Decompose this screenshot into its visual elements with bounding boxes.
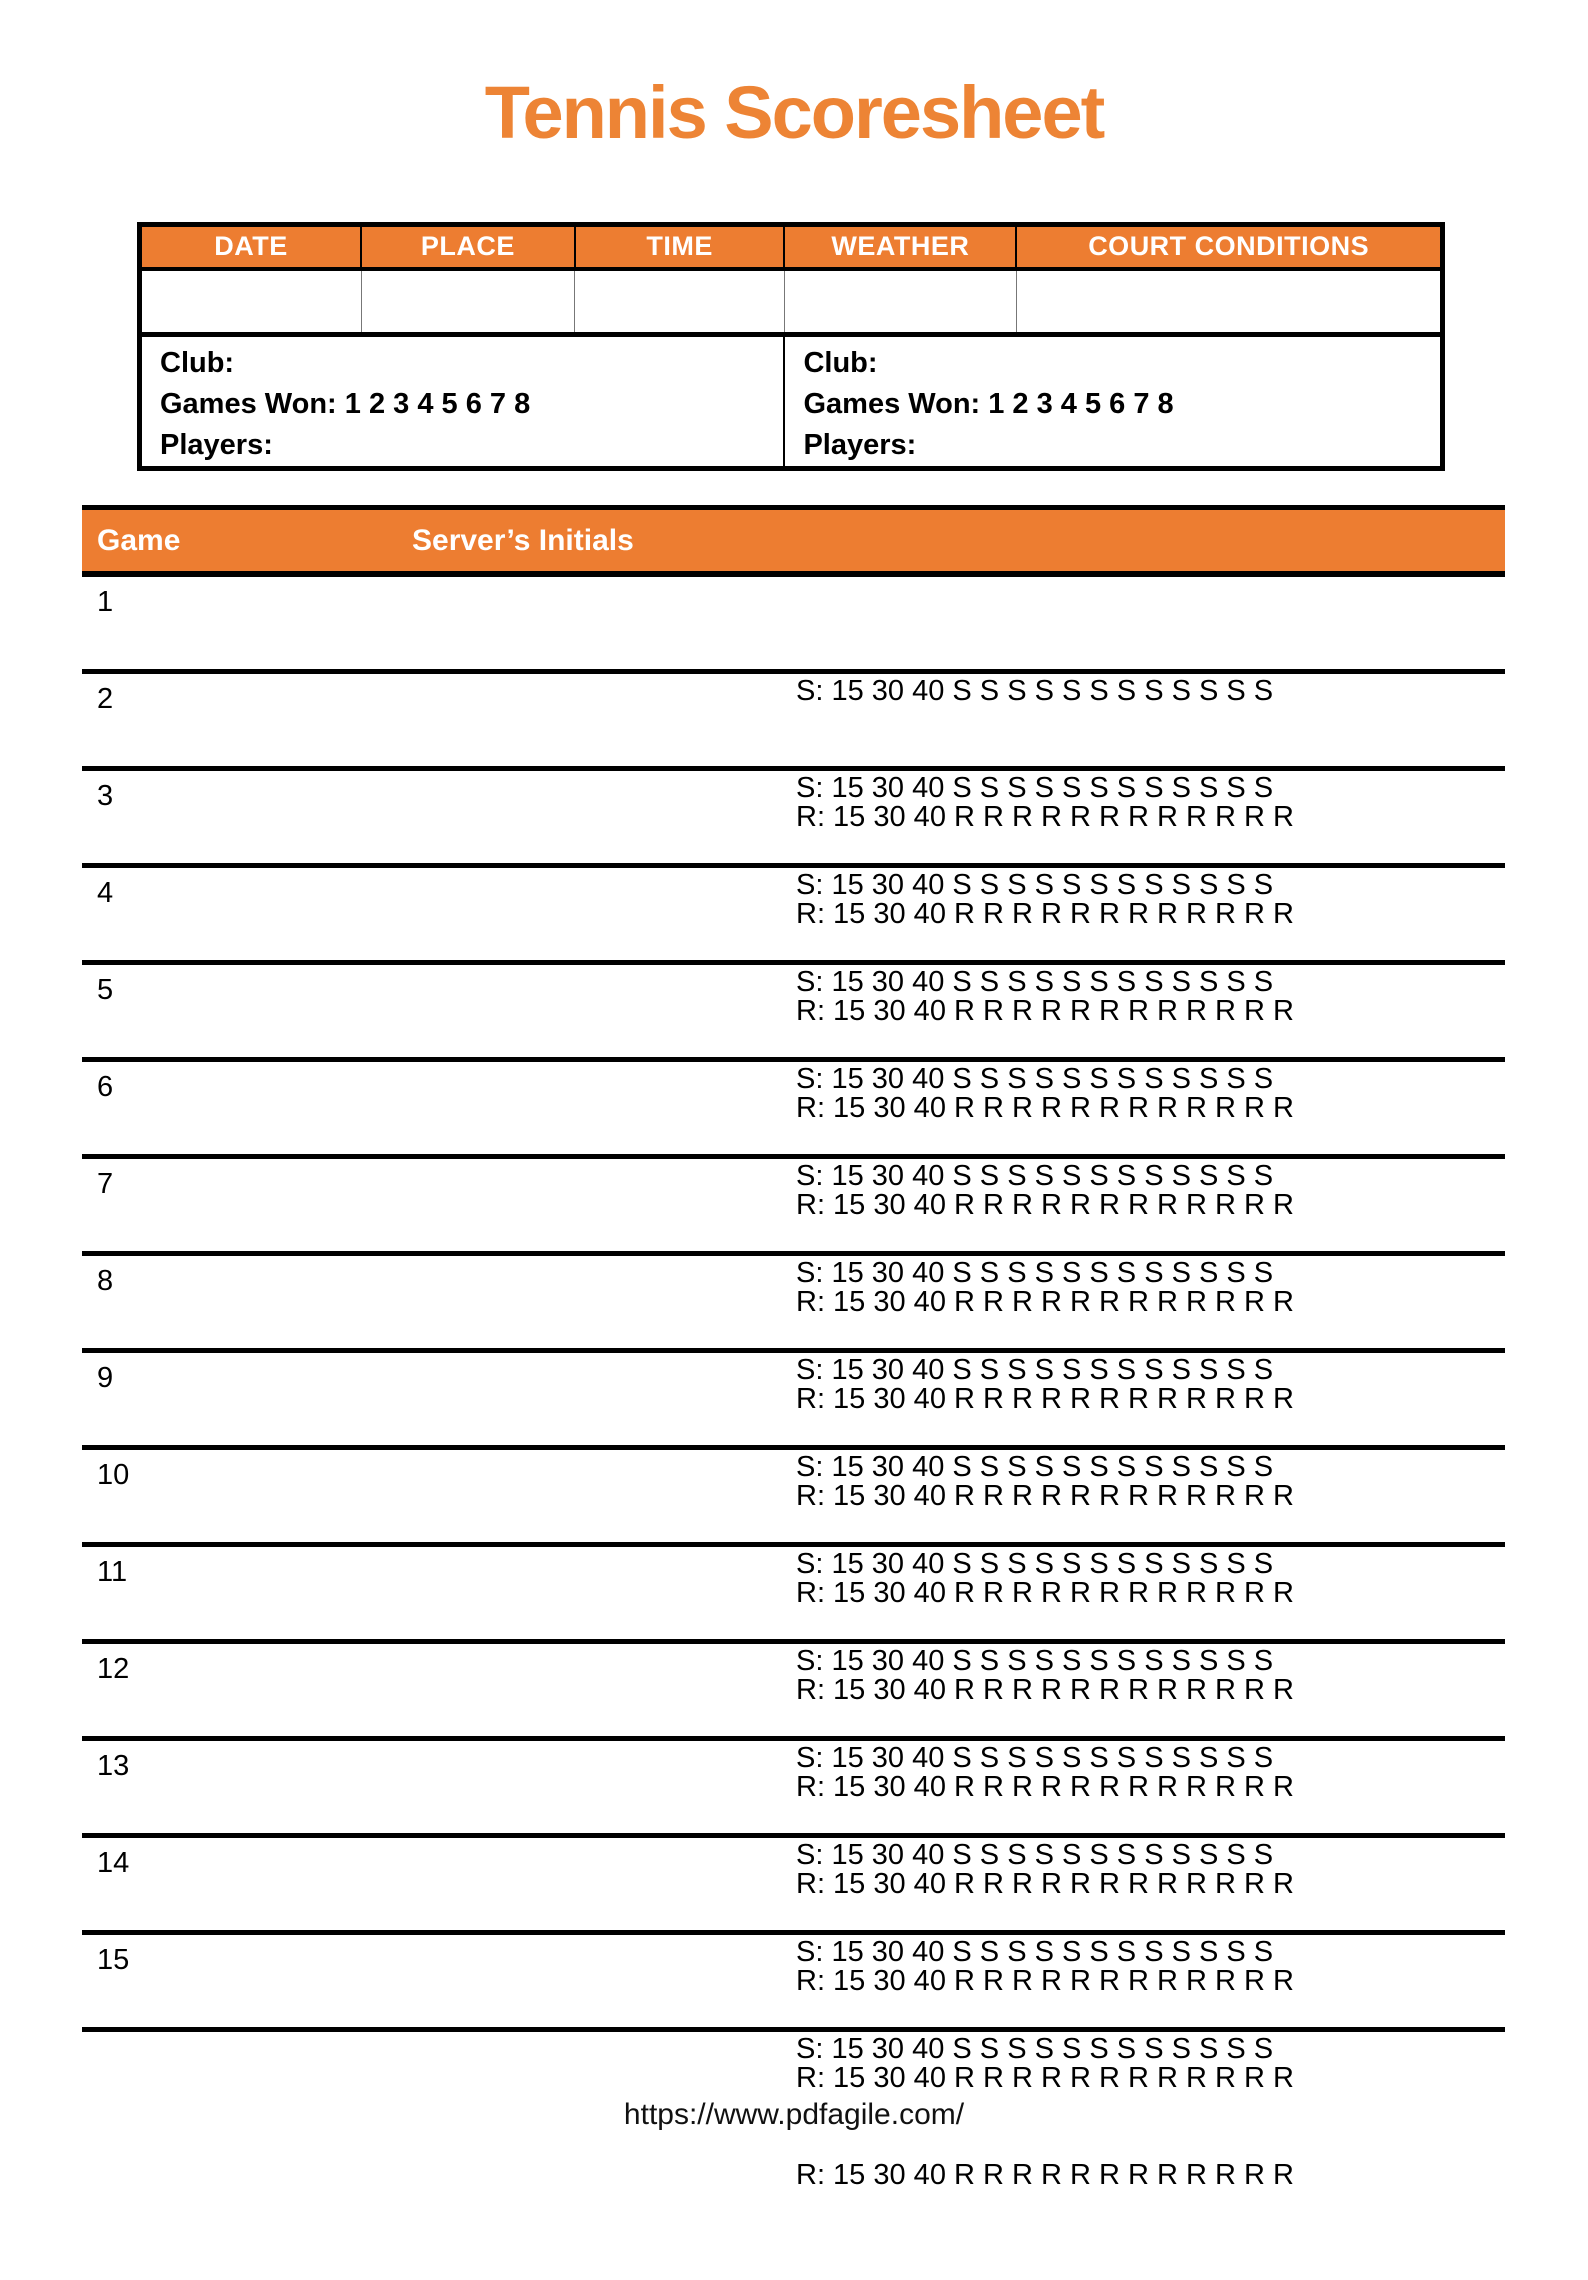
weather-input-cell[interactable] [784, 269, 1016, 335]
header-cell-weather: WEATHER [784, 225, 1016, 269]
club-line [160, 343, 783, 384]
receiver-score-line: R: 15 30 40 R R R R R R R R R R R R [796, 1286, 1294, 1318]
server-initials-input[interactable] [202, 1553, 772, 1637]
server-initials-input[interactable] [202, 1456, 772, 1540]
date-input-cell[interactable] [140, 269, 362, 335]
server-initials-input[interactable] [202, 1650, 772, 1734]
place-input-cell[interactable] [361, 269, 575, 335]
receiver-score-line: R: 15 30 40 R R R R R R R R R R R R [796, 1480, 1294, 1512]
server-score-line: S: 15 30 40 S S S S S S S S S S S S [796, 1839, 1274, 1871]
players-input[interactable] [273, 431, 513, 461]
server-score-line: S: 15 30 40 S S S S S S S S S S S S [796, 1257, 1274, 1289]
footer-url-link[interactable]: https://www.pdfagile.com/ [623, 2098, 965, 2131]
server-score-line: S: 15 30 40 S S S S S S S S S S S S [796, 1063, 1274, 1095]
server-initials-column-header: Server’s Initials [412, 523, 634, 557]
server-score-line: S: 15 30 40 S S S S S S S S S S S S [796, 1742, 1274, 1774]
game-row [82, 1062, 1505, 1318]
receiver-score-line: R: 15 30 40 R R R R R R R R R R R R [796, 1965, 1294, 1997]
server-initials-input[interactable] [202, 1359, 772, 1443]
server-initials-input[interactable] [202, 1844, 772, 1928]
games-table-header [82, 505, 1505, 577]
players-line [803, 425, 1440, 466]
club-name-input[interactable] [234, 349, 474, 379]
game-number: 8 [97, 1265, 114, 1297]
receiver-score-line: R: 15 30 40 R R R R R R R R R R R R [796, 1189, 1294, 1221]
game-number: 11 [97, 1556, 128, 1588]
club-info-row [140, 335, 1443, 469]
game-number: 9 [97, 1362, 114, 1394]
game-number: 4 [97, 877, 114, 909]
game-column-header: Game [97, 523, 181, 557]
game-number: 5 [97, 974, 114, 1006]
server-score-line: S: 15 30 40 S S S S S S S S S S S S [796, 869, 1274, 901]
page-title: Tennis Scoresheet [484, 71, 1104, 154]
game-number: 14 [97, 1847, 130, 1879]
game-number: 7 [97, 1168, 114, 1200]
game-number: 13 [97, 1750, 130, 1782]
game-row [82, 577, 1505, 833]
receiver-score-line: R: 15 30 40 R R R R R R R R R R R R [796, 995, 1294, 1027]
server-score-line: S: 15 30 40 S S S S S S S S S S S S [796, 675, 1274, 707]
server-score-line: S: 15 30 40 S S S S S S S S S S S S [796, 966, 1274, 998]
club-label: Club: [803, 347, 878, 379]
info-input-row [140, 269, 1443, 335]
players-label: Players: [160, 429, 273, 461]
receiver-score-line: R: 15 30 40 R R R R R R R R R R R R [796, 1868, 1294, 1900]
club-label: Club: [160, 347, 235, 379]
server-score-line: S: 15 30 40 S S S S S S S S S S S S [796, 1160, 1274, 1192]
receiver-score-line: R: 15 30 40 R R R R R R R R R R R R [796, 1674, 1294, 1706]
court-conditions-input-cell[interactable] [1016, 269, 1442, 335]
game-row [82, 1838, 1505, 2094]
server-initials-input[interactable] [202, 874, 772, 958]
server-initials-input[interactable] [202, 971, 772, 1055]
server-score-line: S: 15 30 40 S S S S S S S S S S S S [796, 1645, 1274, 1677]
server-initials-input[interactable] [202, 583, 772, 667]
server-score-line: S: 15 30 40 S S S S S S S S S S S S [796, 2033, 1274, 2065]
games-won-line: Games Won: 1 2 3 4 5 6 7 8 [160, 388, 531, 420]
game-row [82, 1159, 1505, 1415]
club-cell-left [140, 335, 785, 469]
server-initials-input[interactable] [202, 1941, 772, 2025]
info-header-row [140, 225, 1443, 269]
receiver-score-line: R: 15 30 40 R R R R R R R R R R R R [796, 1092, 1294, 1124]
games-won-line: Games Won: 1 2 3 4 5 6 7 8 [803, 388, 1174, 420]
server-score-line: S: 15 30 40 S S S S S S S S S S S S [796, 772, 1274, 804]
club-line [803, 343, 1440, 384]
server-score-line: S: 15 30 40 S S S S S S S S S S S S [796, 1354, 1274, 1386]
header-cell-place: PLACE [361, 225, 575, 269]
receiver-score-line: R: 15 30 40 R R R R R R R R R R R R [796, 1383, 1294, 1415]
players-input[interactable] [916, 431, 1156, 461]
server-initials-input[interactable] [202, 680, 772, 764]
server-initials-input[interactable] [202, 1068, 772, 1152]
match-info-table [137, 222, 1445, 471]
receiver-score-line: R: 15 30 40 R R R R R R R R R R R R [796, 898, 1294, 930]
players-label: Players: [803, 429, 917, 461]
game-number: 6 [97, 1071, 114, 1103]
game-row [82, 771, 1505, 1027]
players-line [160, 425, 783, 466]
receiver-score-line: R: 15 30 40 R R R R R R R R R R R R [796, 2159, 1294, 2191]
club-cell-right [784, 335, 1442, 469]
header-cell-date: DATE [140, 225, 362, 269]
server-initials-input[interactable] [202, 1747, 772, 1831]
game-number: 1 [97, 586, 114, 618]
game-number: 12 [97, 1653, 130, 1685]
server-score-line: S: 15 30 40 S S S S S S S S S S S S [796, 1936, 1274, 1968]
server-initials-input[interactable] [202, 1262, 772, 1346]
receiver-score-line: R: 15 30 40 R R R R R R R R R R R R [796, 1577, 1294, 1609]
game-row [82, 965, 1505, 1221]
game-row [82, 868, 1505, 1124]
header-cell-time: TIME [575, 225, 785, 269]
game-number: 3 [97, 780, 114, 812]
receiver-score-line: R: 15 30 40 R R R R R R R R R R R R [796, 1771, 1294, 1803]
server-score-line: S: 15 30 40 S S S S S S S S S S S S [796, 1548, 1274, 1580]
time-input-cell[interactable] [575, 269, 785, 335]
game-number: 2 [97, 683, 114, 715]
game-number: 15 [97, 1944, 130, 1976]
server-score-line: S: 15 30 40 S S S S S S S S S S S S [796, 1451, 1274, 1483]
club-name-input[interactable] [878, 349, 1118, 379]
receiver-score-line: R: 15 30 40 R R R R R R R R R R R R [796, 801, 1294, 833]
server-initials-input[interactable] [202, 1165, 772, 1249]
receiver-score-line: R: 15 30 40 R R R R R R R R R R R R [796, 2062, 1294, 2094]
game-row [82, 674, 1505, 930]
game-number: 10 [97, 1459, 130, 1491]
server-initials-input[interactable] [202, 777, 772, 861]
header-cell-court-conditions: COURT CONDITIONS [1016, 225, 1442, 269]
